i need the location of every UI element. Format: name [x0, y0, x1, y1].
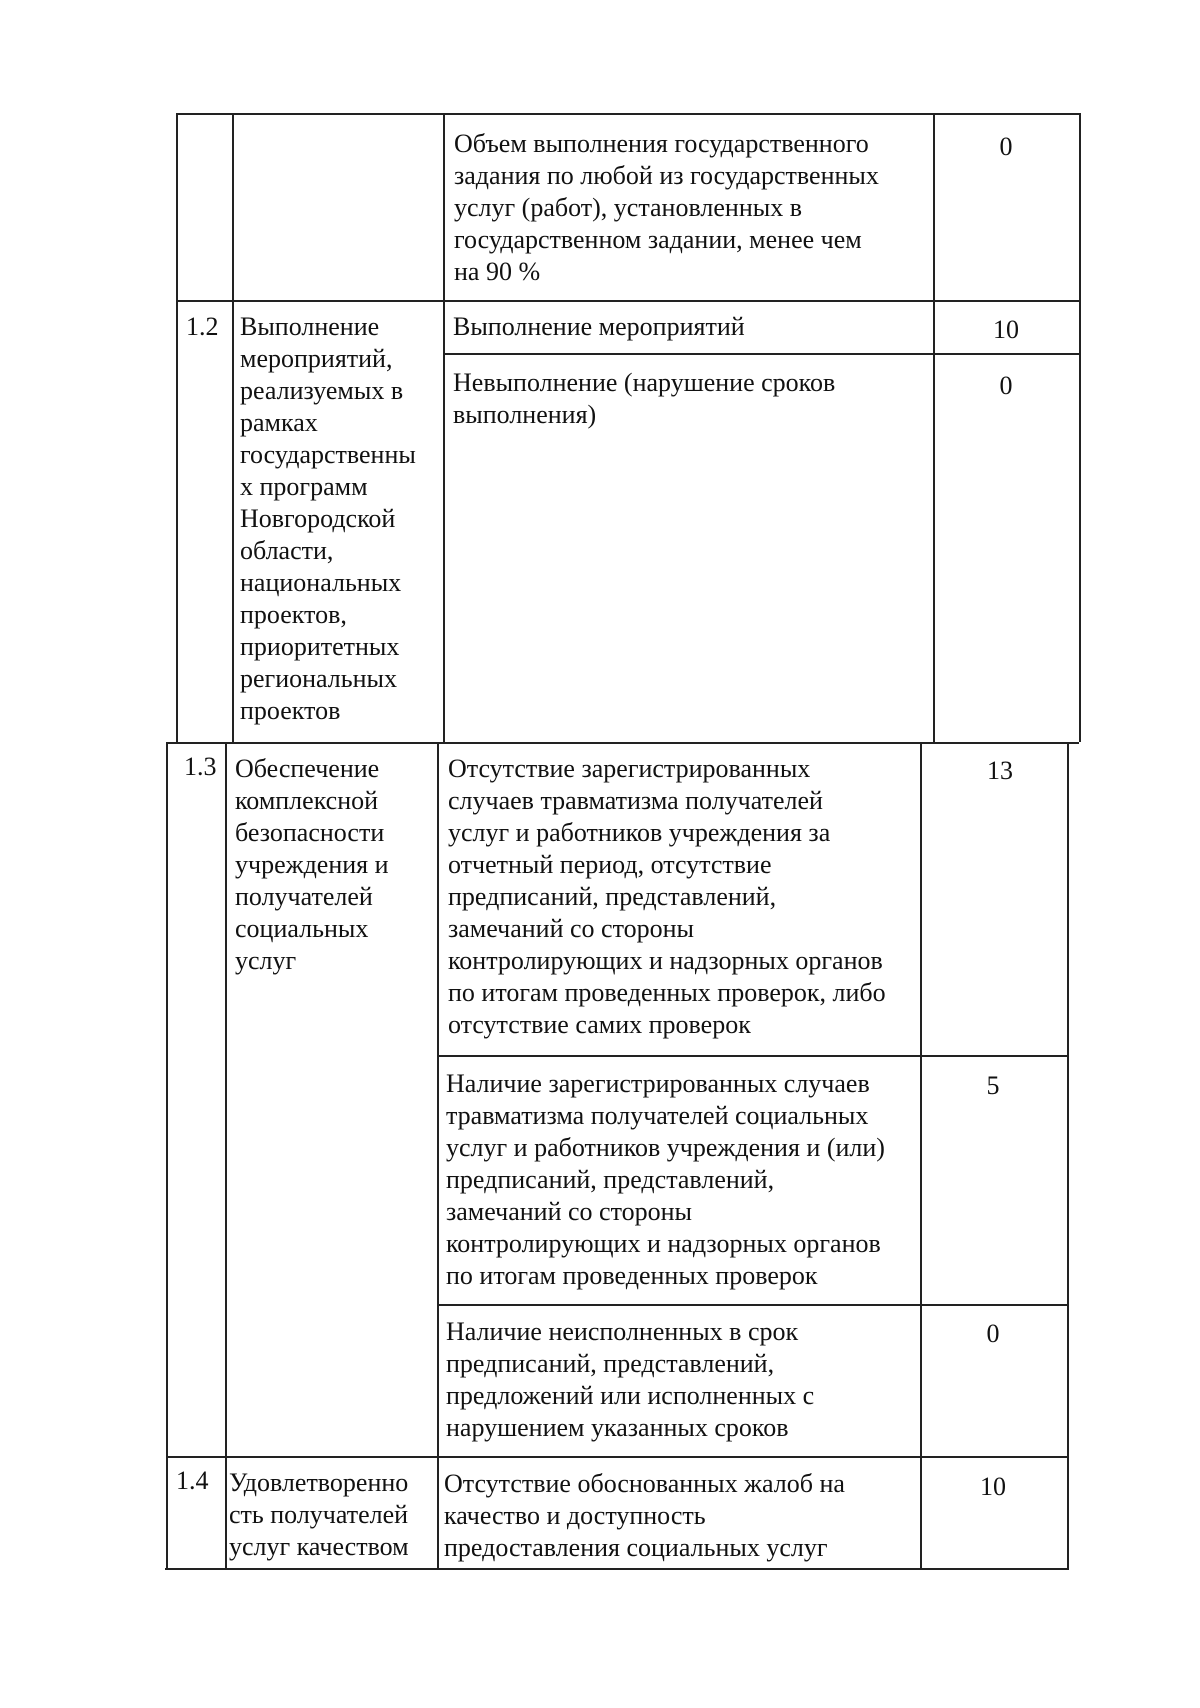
row-number: 1.4 [176, 1466, 209, 1495]
score-value: 5 [986, 1071, 1000, 1100]
column-divider [232, 113, 234, 742]
score-value: 10 [993, 315, 1019, 344]
condition-text: Отсутствие зарегистрированных случаев травматизма получателей услуг и работников учреждения за отчетный период, отсутствие предписаний, представлений, замечаний со стороны контролирующих и надзорных органов по итогам проведенных проверок, либо отсутствие самих проверок [448, 754, 886, 1039]
row-divider [178, 300, 1080, 302]
table-border-bottom [165, 1568, 1068, 1570]
score-value: 13 [987, 756, 1013, 785]
row-divider [167, 1456, 1068, 1458]
score-value: 0 [999, 132, 1013, 161]
score-value: 0 [986, 1319, 1000, 1348]
column-divider [933, 113, 935, 742]
row-number: 1.3 [184, 752, 217, 781]
score-value: 10 [980, 1472, 1006, 1501]
condition-text: Выполнение мероприятий [453, 312, 745, 341]
criterion-text: Обеспечение комплексной безопасности учреждения и получателей социальных услуг [235, 754, 389, 975]
criterion-text: Удовлетворенно сть получателей услуг качеством [229, 1468, 409, 1561]
table-border-left [176, 113, 178, 742]
condition-text: Наличие зарегистрированных случаев травматизма получателей социальных услуг и работников учреждения и (или) предписаний, представлений, замечаний со стороны контролирующих и надзорных органов по итогам проведенных проверок [446, 1069, 885, 1290]
condition-text: Объем выполнения государственного задания по любой из государственных услуг (работ), установленных в государственном задании, менее чем на 90 % [454, 129, 879, 286]
table-border-left [166, 742, 168, 1570]
condition-text: Отсутствие обоснованных жалоб на качество и доступность предоставления социальных услуг [444, 1469, 845, 1562]
condition-text: Наличие неисполненных в срок предписаний, представлений, предложений или исполненных с нарушением указанных сроков [446, 1317, 815, 1442]
condition-text: Невыполнение (нарушение сроков выполнения) [453, 368, 836, 429]
score-value: 0 [999, 371, 1013, 400]
column-divider [225, 742, 227, 1570]
table-border-top [178, 113, 1080, 115]
row-divider [438, 1304, 1068, 1306]
column-divider [920, 742, 922, 1570]
row-divider [444, 353, 1080, 355]
criterion-text: Выполнение мероприятий, реализуемых в рамках государственны х программ Новгородской области, национальных проектов, приоритетных региональных проектов [240, 312, 416, 725]
row-divider [167, 742, 1079, 744]
table-border-right [1067, 742, 1069, 1570]
table-border-right [1079, 113, 1081, 742]
row-divider [438, 1055, 1068, 1057]
row-number: 1.2 [186, 312, 219, 341]
